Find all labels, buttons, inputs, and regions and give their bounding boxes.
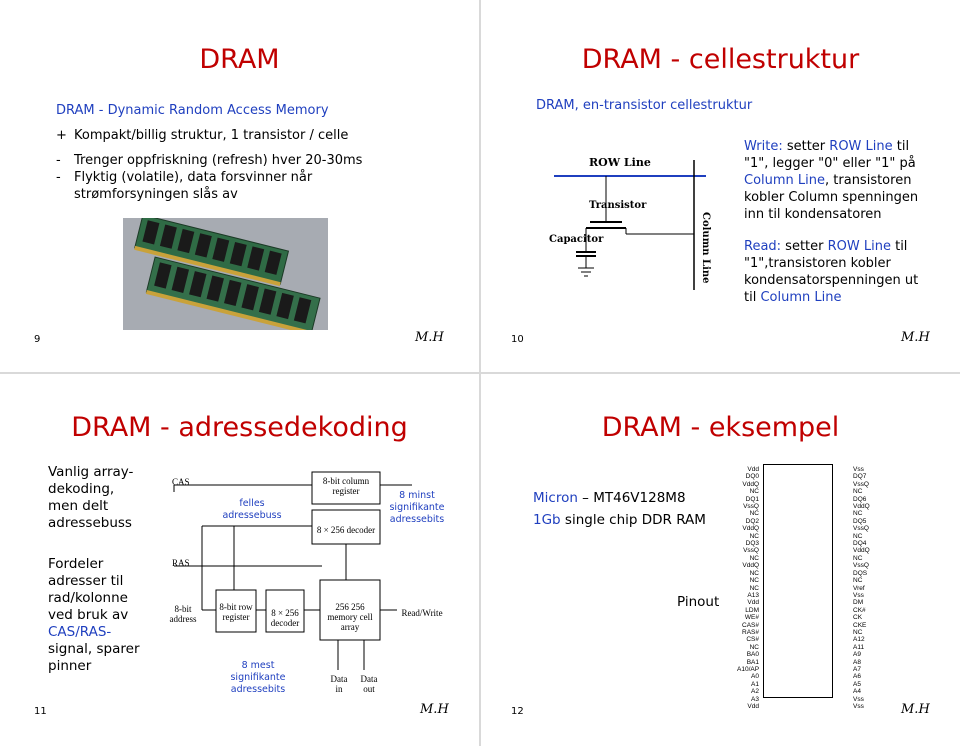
left-pin-label: NC [749,643,759,651]
left-pin-label: A2 [751,688,759,696]
left-pin-label: NC [749,584,759,592]
page-number: 11 [34,706,47,717]
right-pin-label: DM [853,599,864,607]
right-pin-label: A9 [853,651,861,659]
right-pin-label: Vss [853,466,864,473]
left-pin-label: A1 [751,680,759,688]
left-pin-label: A13 [747,591,759,599]
right-pin-label: DQS [853,569,868,577]
author-mark: M.H [901,702,930,717]
heading-rest: Dynamic Random Access Memory [107,103,329,118]
left-pin-label: VddQ [742,562,759,570]
bullet-item: + Kompakt/billig struktur, 1 transistor / celle [56,128,349,143]
bullet-item: - Flyktig (volatile), data forsvinner når strømforsyningen slås av [56,170,313,202]
pinout-label: Pinout [677,594,720,610]
left-pin-label: A3 [751,695,759,703]
column-line-label: Column Line [700,212,711,284]
right-pin-label: NC [853,488,863,496]
left-pin-label: DQ1 [745,495,759,503]
cas-label: CAS [172,477,190,487]
left-pin-label: CS# [746,636,759,644]
right-pin-label: Vss [853,703,864,710]
left-pin-label: CAS# [742,621,759,629]
right-pin-label: CK [853,614,863,622]
slide-title: DRAM - adressedekoding [71,412,408,443]
row-line-label: ROW Line [589,156,651,169]
read-write-label: Read/Write [401,608,443,618]
left-pin-label: DQ3 [745,540,759,548]
right-pin-label: NC [853,510,863,518]
left-pin-label: RAS# [742,628,759,636]
left-pin-label: WE# [744,614,759,622]
right-pin-label: Vss [853,591,864,599]
left-pin-label: NC [749,488,759,496]
author-mark: M.H [415,330,444,345]
left-pin-label: VddQ [742,480,759,488]
right-pin-label: A5 [853,680,861,688]
bullet-item: - Trenger oppfriskning (refresh) hver 20-30ms [56,153,363,168]
read-description: Read: setter ROW Line til "1",transistoren kobler kondensatorspenningen ut til Column Line [744,239,919,305]
slide-10 [481,0,960,372]
write-description: Write: setter ROW Line til "1", legger "0" eller "1" på Column Line, transistoren kobler Column spenningen inn til kondensatoren [744,139,919,222]
left-pin-label: A10/AP [737,665,760,673]
right-pin-label: DQ4 [853,540,867,548]
right-pin-label: CKE [853,621,867,629]
left-pin-label: VssQ [743,547,759,555]
chip-pinout-diagram [737,464,887,710]
note-least-significant: 8 minst signifikante adressebits [389,490,445,525]
capacitor-label: Capacitor [549,234,604,245]
right-pin-label: A7 [853,665,861,673]
row-register-label: 8-bit row register [219,602,253,622]
right-pin-label: A6 [853,673,861,681]
data-out-label: Data out [360,674,378,694]
address-label: 8-bit address [169,604,197,624]
column-register-label: 8-bit column register [322,476,370,496]
slide-heading [56,102,456,119]
transistor-label: Transistor [589,200,647,211]
author-mark: M.H [420,702,449,717]
slide-9 [0,0,479,372]
product-line: Micron – MT46V128M8 [533,490,686,506]
right-pin-label: VssQ [853,480,869,488]
right-pin-label: DQ7 [853,473,867,481]
left-pin-label: NC [749,532,759,540]
slide-title: DRAM - cellestruktur [581,44,860,75]
page-number: 12 [511,706,524,717]
right-pin-label: Vref [853,584,865,592]
heading-prefix: DRAM - [56,103,108,118]
slide-title: DRAM [199,44,280,75]
cell-circuit-diagram [546,150,726,290]
left-pin-label: A0 [751,673,759,681]
note-most-significant: 8 mest signifikante adressebits [230,660,286,695]
page-number: 10 [511,334,524,345]
left-pin-label: VssQ [743,503,759,511]
right-pin-label: NC [853,532,863,540]
right-pin-label: VddQ [853,503,870,511]
left-text-2: Fordeler adresser til rad/kolonne ved bruk av CAS/RAS- signal, sparer pinner [48,556,140,674]
left-pin-label: BA0 [746,651,759,659]
slide-11 [0,374,479,746]
right-pin-label: Vss [853,695,864,703]
ras-label: RAS [172,558,190,568]
bullet-list [56,127,386,203]
right-pin-label: NC [853,577,863,585]
right-pin-label: A4 [853,688,861,696]
right-pin-label: VssQ [853,525,869,533]
left-pin-label: Vdd [747,703,759,710]
right-pin-label: DQ6 [853,495,867,503]
left-pin-label: NC [749,510,759,518]
right-pin-label: NC [853,628,863,636]
left-pin-label: Vdd [747,599,759,607]
author-mark: M.H [901,330,930,345]
row-decoder-label: 8 × 256 decoder [270,608,300,628]
right-pin-label: CK# [853,606,866,614]
chip-body [763,464,833,698]
slide-title: DRAM - eksempel [601,412,840,443]
left-text-1: Vanlig array-dekoding, men delt adressebuss [48,464,134,531]
left-pin-label: NC [749,569,759,577]
capacity-line: 1Gb single chip DDR RAM [533,512,706,528]
page-number: 9 [34,334,41,345]
column-decoder-label: 8 × 256 decoder [316,525,376,535]
right-pin-label: DQ5 [853,517,867,525]
left-pin-label: BA1 [746,658,759,666]
slide-12 [481,374,960,746]
left-pin-label: VddQ [742,525,759,533]
right-pin-label: VssQ [853,562,869,570]
left-pin-label: DQ0 [745,473,759,481]
left-pin-label: DQ2 [745,517,759,525]
right-pin-label: NC [853,554,863,562]
memory-module-photo [123,218,328,330]
data-in-label: Data in [330,674,348,694]
memory-array-label: 256 256 memory cell array [327,602,373,632]
left-pin-label: Vdd [747,466,759,473]
note-shared-bus: felles adressebuss [222,498,282,521]
right-pin-label: VddQ [853,547,870,555]
left-pin-label: LDM [745,606,759,614]
left-pin-label: NC [749,577,759,585]
slide-subtitle: DRAM, en-transistor cellestruktur [536,98,753,113]
left-pin-label: NC [749,554,759,562]
right-pin-label: A11 [853,643,865,651]
right-pin-label: A12 [853,636,865,644]
right-pin-label: A8 [853,658,861,666]
